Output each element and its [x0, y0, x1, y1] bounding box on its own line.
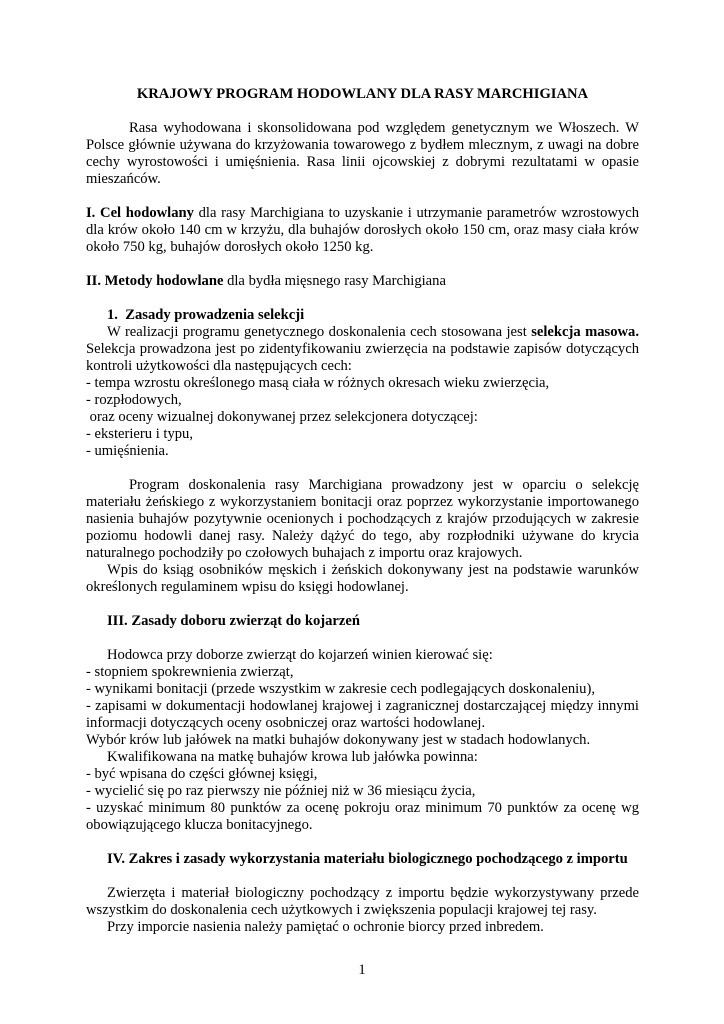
section-3-paragraph-1: Wybór krów lub jałówek na matki buhajów dokonywany jest w stadach hodowlanych.: [86, 732, 591, 748]
document-title: KRAJOWY PROGRAM HODOWLANY DLA RASY MARCHIGIANA: [136, 86, 589, 102]
list-item: - rozpłodowych,: [86, 392, 182, 408]
selection-paragraph: [86, 324, 639, 375]
registry-paragraph: Wpis do ksiąg osobników męskich i żeńskich dokonywany jest na podstawie warunków określonych regulaminem wpisu do księgi hodowlanej.: [86, 562, 639, 595]
list-item: - zapisami w dokumentacji hodowlanej krajowej i zagranicznej dostarczającej między innymi informacji dotyczących oceny osobniczej oraz wartości hodowlanej.: [86, 698, 639, 731]
section-4-paragraph-1: Zwierzęta i materiał biologiczny pochodzący z importu będzie wykorzystywany przede wszystkim do doskonalenia cech użytkowych i zwiększenia populacji krajowej tej rasy.: [86, 885, 639, 918]
section-1-heading: I. Cel hodowlany: [86, 205, 194, 221]
section-4-paragraph-2: Przy imporcie nasienia należy pamiętać o ochronie biorcy przed inbredem.: [107, 919, 544, 935]
section-3-paragraph-2: Kwalifikowana na matkę buhajów krowa lub jałówka powinna:: [107, 749, 478, 765]
section-2-heading: II. Metody hodowlane: [86, 273, 224, 289]
list-item: - tempa wzrostu określonego masą ciała w różnych okresach wieku zwierzęcia,: [86, 375, 550, 391]
selection-text-a: W realizacji programu genetycznego doskonalenia cech stosowana jest: [107, 324, 532, 340]
section-4-heading: IV. Zakres i zasady wykorzystania materiału biologicznego pochodzącego z importu: [107, 851, 628, 867]
page-content: [86, 86, 639, 936]
section-1-text: dla rasy Marchigiana to uzyskanie i utrzymanie parametrów wzrostowych dla krów około 140 cm w krzyżu, dla buhajów dorosłych około 150 cm, oraz masy ciała krów około 750 kg, buhajów dorosłych około 1250 kg.: [86, 205, 640, 255]
page-number: 1: [358, 962, 366, 978]
section-3-intro: Hodowca przy doborze zwierząt do kojarzeń winien kierować się:: [107, 647, 493, 663]
intro-paragraph: Rasa wyhodowana i skonsolidowana pod względem genetycznym we Włoszech. W Polsce głównie używana do krzyżowania towarowego z bydłem mlecznym, z uwagi na dobre cechy wyrostowości i umięśnienia. Rasa linii ojcowskiej z dobrymi rezultatami w opasie mieszańców.: [86, 120, 639, 187]
list-item: - wynikami bonitacji (przede wszystkim w zakresie cech podlegających doskonaleniu),: [86, 681, 595, 697]
list-item: - umięśnienia.: [86, 443, 169, 459]
program-paragraph: Program doskonalenia rasy Marchigiana prowadzony jest w oparciu o selekcję materiału żeńskiego z wykorzystaniem bonitacji oraz poprzez wykorzystanie importowanego nasienia buhajów pozytywnie ocenionych i pochodzących z krajów przodujących w zakresie poziomu hodowli danej rasy. Należy dążyć do tego, aby rozpłodniki używane do krycia naturalnego pochodziły po czołowych buhajach z importu oraz krajowych.: [86, 477, 639, 561]
selection-bold: selekcja masowa.: [531, 324, 639, 340]
list-item: - stopniem spokrewnienia zwierząt,: [86, 664, 294, 680]
list-item: oraz oceny wizualnej dokonywanej przez selekcjonera dotyczącej:: [86, 409, 478, 425]
section-2-text: dla bydła mięsnego rasy Marchigiana: [223, 273, 446, 289]
list-item: - być wpisana do części głównej księgi,: [86, 766, 318, 782]
section-1-paragraph: [86, 205, 639, 256]
list-item: - uzyskać minimum 80 punktów za ocenę pokroju oraz minimum 70 punktów za ocenę wg obowiązującego klucza bonitacyjnego.: [86, 800, 639, 833]
section-3-heading: III. Zasady doboru zwierząt do kojarzeń: [107, 613, 360, 629]
section-2-paragraph: [86, 273, 639, 290]
subsection-1-heading: 1. Zasady prowadzenia selekcji: [107, 307, 305, 323]
list-item: - wycielić się po raz pierwszy nie później niż w 36 miesiącu życia,: [86, 783, 476, 799]
selection-text-b: Selekcja prowadzona jest po zidentyfikowaniu zwierzęcia na podstawie zapisów dotyczących kontroli użytkowości dla następujących cech:: [86, 341, 639, 374]
list-item: - eksterieru i typu,: [86, 426, 193, 442]
